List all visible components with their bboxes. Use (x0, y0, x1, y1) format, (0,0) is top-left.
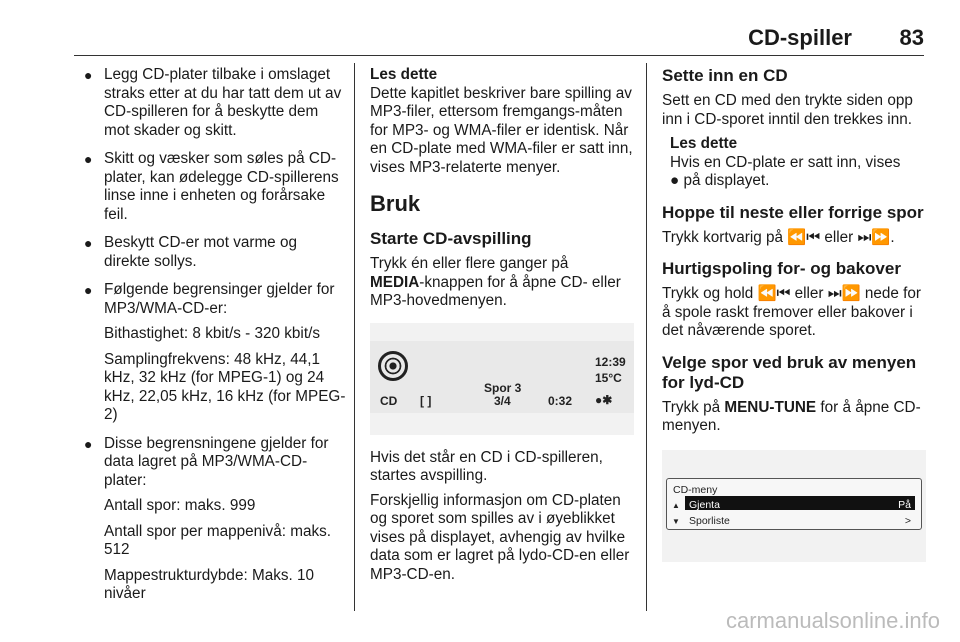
cd-menu-image (662, 450, 926, 562)
page-title: CD-spiller (748, 25, 852, 50)
menu-title: CD-meny (673, 483, 718, 496)
precautions-list (80, 66, 346, 604)
menu-tune-key: MENU-TUNE (724, 398, 817, 416)
menu-item-repeat: Gjenta På (685, 496, 915, 510)
track-time: 0:32 (548, 393, 573, 408)
menu-screen (666, 478, 922, 530)
paragraph: Trykk én eller flere ganger på MEDIA-knappen for å åpne CD- eller MP3-hovedmenyen. (370, 255, 621, 309)
paragraph: Trykk på MENU-TUNE for å åpne CD-menyen. (662, 398, 921, 434)
list-item: ● Følgende begrensinger gjelder for MP3/WMA-CD-er: Bithastighet: 8 kbit/s - 320 kbit/s Samplingfrekvens: 48 kHz, 44,1 kHz, 32 kHz (for MPEG-1) og 24 kHz, 22,05 kHz, 16 kHz (for MPEG-2) (84, 281, 346, 423)
subsection-heading: Velge spor ved bruk av menyen for lyd-CD (662, 352, 917, 392)
menu-item-tracklist: Sporliste > (685, 512, 915, 526)
subsection-heading: Sette inn en CD (662, 66, 788, 85)
list-subitem: Samplingfrekvens: 48 kHz, 44,1 kHz, 32 kHz (for MPEG-1) og 24 kHz, 22,05 kHz, 16 kHz (for MPEG-2) (104, 350, 346, 423)
page-header (0, 25, 960, 55)
subsection-heading: Hurtigspoling for- og bakover (662, 259, 901, 278)
cd-display-image (370, 323, 634, 435)
skip-back-icon: ⏪⏮ (757, 285, 791, 302)
note-title: Les dette (370, 66, 438, 83)
scroll-up-icon: ▲ (672, 500, 680, 510)
skip-back-icon: ⏪⏮ (787, 228, 821, 246)
column-divider-1 (354, 63, 355, 611)
cd-bluetooth-icon: ●✱ (595, 392, 613, 407)
column-divider-2 (646, 63, 647, 611)
section-heading: Bruk (370, 191, 421, 216)
brackets-label: [ ] (420, 393, 432, 408)
note-title: Les dette (670, 135, 738, 152)
skip-forward-icon: ⏭⏩ (857, 228, 891, 246)
clock: 12:39 (595, 354, 626, 369)
temperature: 15°C (595, 370, 622, 385)
column-3 (662, 66, 928, 562)
note-text: Hvis en CD-plate er satt inn, vises ● på displayet. (670, 153, 901, 189)
column-1 (80, 66, 346, 614)
list-subitem: Antall spor per mappenivå: maks. 512 (104, 522, 332, 558)
list-subitem: Antall spor: maks. 999 (104, 497, 256, 514)
paragraph: Forskjellig informasjon om CD-platen og sporet som spilles av i øyeblikket vises på displayet, avhengig av hvilke data som er lagret på lydo-CD-en eller MP3-CD-en. (370, 491, 630, 583)
header-rule (74, 55, 924, 56)
bullet-icon: ● (84, 282, 93, 298)
note-text: Dette kapitlet beskriver bare spilling av MP3-filer, ettersom fremgangs-måten for MP3- og WMA-filer er identisk. Når en CD-plate med WMA-filer er satt inn, vises MP3-relaterte menyer. (370, 84, 633, 176)
paragraph: Hvis det står en CD i CD-spilleren, startes avspilling. (370, 448, 603, 484)
list-item: ● Beskytt CD-er mot varme og direkte sollys. (84, 234, 297, 270)
cd-disc-icon (378, 351, 408, 381)
paragraph: Trykk kortvarig på ⏪⏮ eller ⏭⏩. (662, 228, 895, 246)
bullet-icon: ● (84, 235, 93, 251)
watermark: carmanualsonline.info (725, 608, 940, 633)
page-number: 83 (899, 25, 924, 50)
column-2 (370, 66, 634, 590)
note (662, 135, 928, 191)
track-label: Spor 3 (484, 380, 522, 395)
bullet-icon: ● (84, 435, 93, 452)
list-item: ● Legg CD-plater tilbake i omslaget straks etter at du har tatt dem ut av CD-spilleren for å beskytte dem mot skader og skitt. (84, 66, 342, 139)
list-item: ● Skitt og væsker som søles på CD-plater, kan ødelegge CD-spillerens linse inne i enheten og forårsake feil. (84, 150, 339, 223)
source-label: CD (380, 393, 398, 408)
bullet-icon: ● (84, 151, 93, 167)
subsection-heading: Hoppe til neste eller forrige spor (662, 202, 924, 222)
paragraph: Trykk og hold ⏪⏮ eller ⏭⏩ nede for å spole raskt fremover eller bakover i det nåværende sporet. (662, 285, 921, 339)
scroll-down-icon: ▼ (672, 516, 680, 526)
track-count: 3/4 (494, 393, 511, 408)
chevron-right-icon: > (904, 514, 911, 527)
bullet-icon: ● (84, 67, 93, 83)
list-item: ● Disse begrensningene gjelder for data lagret på MP3/WMA-CD-plater: Antall spor: maks. 999 Antall spor per mappenivå: maks. 512 Mappestrukturdybde: Maks. 10 nivåer (80, 435, 346, 604)
list-subitem: Bithastighet: 8 kbit/s - 320 kbit/s (104, 325, 320, 342)
cd-indicator-icon: ● (670, 172, 680, 189)
list-subitem: Mappestrukturdybde: Maks. 10 nivåer (104, 566, 315, 602)
skip-forward-icon: ⏭⏩ (827, 285, 861, 302)
paragraph: Sett en CD med den trykte siden opp inn i CD-sporet inntil den trekkes inn. (662, 92, 913, 128)
subsection-heading: Starte CD-avspilling (370, 229, 532, 248)
media-key: MEDIA (370, 273, 420, 291)
display-panel (370, 341, 634, 413)
